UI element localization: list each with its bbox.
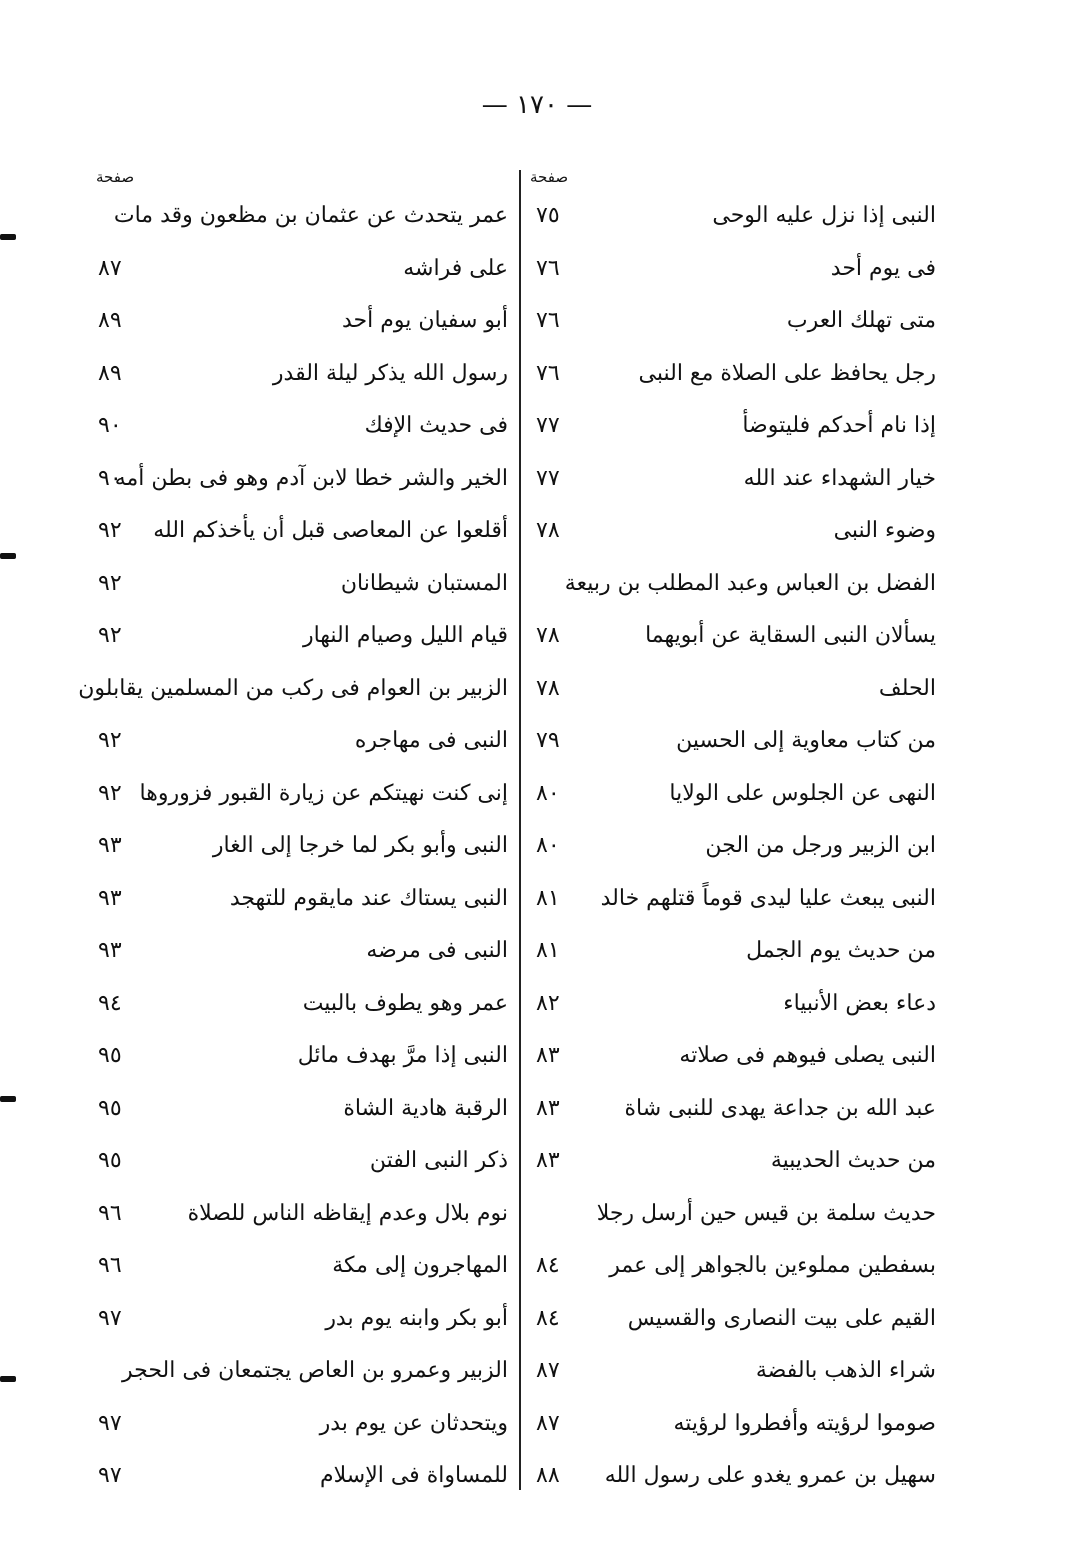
left-entry-title: الرقبة هادية الشاة: [343, 1095, 508, 1121]
left-entry-page: ٨٧: [98, 255, 122, 281]
right-entry-title: من كتاب معاوية إلى الحسين: [676, 728, 936, 753]
right-entry-title: إذا نام أحدكم فليتوضأ: [742, 413, 936, 438]
left-entry-page: ٩٢: [98, 728, 122, 753]
left-entry-title: أقلعوا عن المعاصى قبل أن يأخذكم الله: [153, 518, 508, 543]
right-entry-title: حديث سلمة بن قيس حين أرسل رجلا: [596, 1200, 936, 1226]
left-entry-page: ٩٢: [98, 518, 122, 543]
left-column-header: صفحة: [96, 168, 135, 186]
right-entry-page: ٧٧: [536, 413, 560, 438]
left-entry-page: ٩٤: [98, 990, 122, 1016]
left-entry-page: ٨٩: [98, 360, 122, 386]
edge-mark: [0, 1376, 16, 1382]
right-entry-page: ٧٦: [536, 360, 560, 386]
right-entry-page: ٨٧: [536, 1358, 560, 1383]
right-entry-title: القيم على بيت النصارى والقسيس: [627, 1305, 936, 1331]
right-entry-page: ٧٨: [536, 623, 560, 648]
left-entry-title: رسول الله يذكر ليلة القدر: [272, 360, 508, 386]
left-entry-page: ٩٣: [98, 833, 122, 858]
left-entry-title: الخير والشر خطا لابن آدم وهو فى بطن أمه: [114, 465, 508, 491]
left-entry-page: [98, 1345, 142, 1397]
right-entry-title: النبى يصلى فيوهم فى صلاته: [679, 1043, 936, 1068]
right-entry-title: فى يوم أحد: [830, 255, 936, 281]
left-entry-page: ٩٢: [98, 623, 122, 648]
left-entry-title: ويتحدثان عن يوم بدر: [319, 1410, 508, 1436]
right-entry-title: الفضل بن العباس وعبد المطلب بن ربيعة: [564, 570, 936, 596]
right-entry-title: متى تهلك العرب: [786, 308, 936, 333]
right-entry-title: صوموا لرؤيته وأفطروا لرؤيته: [673, 1410, 936, 1436]
left-entry-page: [98, 190, 142, 242]
right-entry-page: ٨٤: [536, 1253, 560, 1278]
left-entry-title: ذكر النبى الفتن: [369, 1148, 508, 1173]
left-entry-page: ٩٧: [98, 1305, 122, 1331]
right-entry-title: النبى يبعث عليا ليدى قوماً قتلهم خالد: [600, 885, 936, 911]
right-entry-page: ٧٧: [536, 465, 560, 491]
page-number: — ١٧٠ —: [481, 90, 593, 120]
left-entry-title: أبو بكر وابنه يوم بدر: [325, 1305, 508, 1331]
right-entry-page: ٨٢: [536, 990, 560, 1016]
left-entry-page: ٩٠: [98, 413, 122, 438]
left-entry-title: النبى يستاك عند مايقوم للتهجد: [229, 885, 508, 911]
right-entry-page: ٨٤: [536, 1305, 560, 1331]
right-column-header: صفحة: [530, 168, 569, 186]
left-entry-page: ٩٧: [98, 1410, 122, 1436]
right-entry-title: النهى عن الجلوس على الولايا: [669, 780, 936, 806]
right-entry-page: ٨٠: [536, 780, 560, 806]
right-entry-title: يسألان النبى السقاية عن أبويهما: [645, 623, 936, 648]
left-entry-title: النبى فى مهاجره: [354, 728, 508, 753]
right-entry-title: خيار الشهداء عند الله: [743, 465, 936, 491]
left-entry-title: عمر وهو يطوف بالبيت: [302, 990, 508, 1016]
left-entry-title: نوم بلال وعدم إيقاظه الناس للصلاة: [187, 1200, 508, 1226]
left-entry-page: ٩٣: [98, 938, 122, 963]
left-entry-page: ٩٣: [98, 885, 122, 911]
right-entry-page: ٨١: [536, 938, 560, 963]
left-entry-page: ٩٢: [98, 570, 122, 596]
left-entry-title: قيام الليل وصيام النهار: [302, 623, 508, 648]
right-entry-page: ٧٦: [536, 255, 560, 281]
right-entry-page: ٨٧: [536, 1410, 560, 1436]
left-entry-title: فى حديث الإفك: [364, 413, 508, 438]
left-entry-page: ٩٥: [98, 1095, 122, 1121]
left-entry-page: ٩٧: [98, 1463, 122, 1488]
right-entry-title: من حديث الحديبية: [770, 1148, 936, 1173]
right-entry-page: [536, 1188, 580, 1240]
left-entry-page: [98, 663, 142, 715]
right-entry-page: ٧٨: [536, 675, 560, 701]
right-entry-title: سهيل بن عمرو يغدو على رسول الله: [604, 1463, 936, 1488]
left-entry-page: ٩٥: [98, 1043, 122, 1068]
left-entry-title: النبى فى مرضه: [366, 938, 508, 963]
right-entry-page: ٧٩: [536, 728, 560, 753]
right-entry-title: النبى إذا نزل عليه الوحى: [712, 203, 936, 228]
right-entry-title: رجل يحافظ على الصلاة مع النبى: [638, 360, 936, 386]
left-entry-page: ٩٦: [98, 1200, 122, 1226]
edge-mark: [0, 553, 16, 559]
right-entry-page: ٧٨: [536, 518, 560, 543]
right-entry-page: ٧٥: [536, 203, 560, 228]
right-entry-title: شراء الذهب بالفضة: [755, 1358, 936, 1383]
edge-mark: [0, 1096, 16, 1102]
left-entry-title: أبو سفيان يوم أحد: [341, 308, 508, 333]
column-divider: [519, 170, 521, 1490]
right-entry-title: الحلف: [878, 675, 936, 701]
left-entry-page: ٩٥: [98, 1148, 122, 1173]
left-entry-title: إنى كنت نهيتكم عن زيارة القبور فزوروها: [139, 780, 508, 806]
right-entry-title: ابن الزبير ورجل من الجن: [705, 833, 936, 858]
left-entry-title: النبى وأبو بكر لما خرجا إلى الغار: [212, 833, 508, 858]
right-entry-title: بسفطين مملوءين بالجواهر إلى عمر: [609, 1253, 936, 1278]
right-entry-page: ٨٣: [536, 1043, 560, 1068]
left-entry-title: المهاجرون إلى مكة: [332, 1253, 508, 1278]
right-entry-page: [536, 558, 580, 610]
right-entry-title: عبد الله بن جداعة يهدى للنبى شاة: [624, 1095, 936, 1121]
left-entry-page: ٨٩: [98, 308, 122, 333]
left-entry-page: ٩٦: [98, 1253, 122, 1278]
right-entry-title: دعاء بعض الأنبياء: [783, 990, 936, 1016]
left-entry-title: عمر يتحدث عن عثمان بن مظعون وقد مات: [113, 203, 508, 228]
left-entry-page: ٩٢: [98, 780, 122, 806]
left-entry-title: على فراشه: [403, 255, 508, 281]
edge-mark: [0, 234, 16, 240]
right-entry-title: من حديث يوم الجمل: [746, 938, 936, 963]
right-entry-page: ٨٣: [536, 1148, 560, 1173]
right-entry-page: ٨٣: [536, 1095, 560, 1121]
left-entry-title: للمساواة فى الإسلام: [320, 1463, 508, 1488]
left-entry-title: الزبير وعمرو بن العاص يجتمعان فى الحجر: [121, 1358, 508, 1383]
left-entry-title: الزبير بن العوام فى ركب من المسلمين يقابلون: [78, 675, 508, 701]
left-entry-page: ٩٠: [98, 465, 122, 491]
right-entry-title: وضوء النبى: [833, 518, 936, 543]
right-entry-page: ٧٦: [536, 308, 560, 333]
right-entry-page: ٨٠: [536, 833, 560, 858]
right-entry-page: ٨١: [536, 885, 560, 911]
right-entry-page: ٨٨: [536, 1463, 560, 1488]
left-entry-title: النبى إذا مرَّ بهدف مائل: [297, 1043, 508, 1068]
left-entry-title: المستبان شيطانان: [340, 570, 508, 596]
